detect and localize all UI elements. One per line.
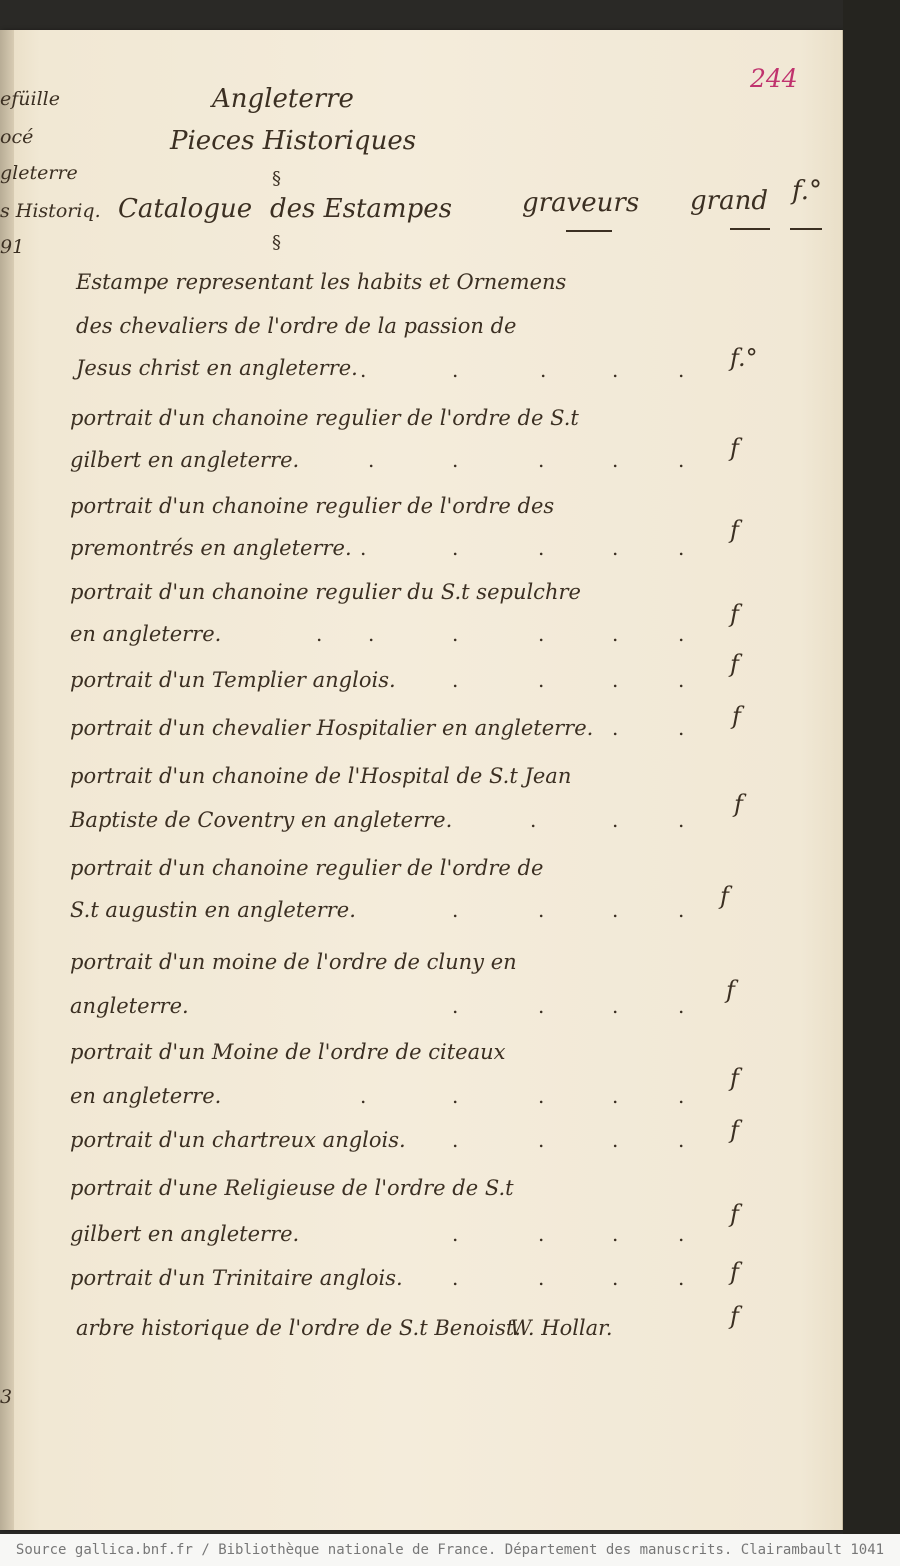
entry-text-line: portrait d'un Templier anglois.	[70, 668, 396, 692]
entry-text-line: portrait d'un chanoine de l'Hospital de S.t Jean	[70, 764, 572, 788]
format-mark: f	[720, 882, 729, 910]
leader-dot: .	[452, 536, 459, 560]
entry-text-line: premontrés en angleterre.	[70, 536, 352, 560]
leader-dot: .	[452, 1222, 459, 1246]
margin-note: 3	[0, 1386, 13, 1408]
leader-dot: .	[316, 622, 323, 646]
format-mark: f	[734, 790, 743, 818]
scan-backdrop	[843, 0, 900, 1534]
folio-number: 244	[750, 64, 798, 93]
leader-dot: .	[452, 1128, 459, 1152]
leader-dot: .	[360, 1084, 367, 1108]
entry-text-line: portrait d'un moine de l'ordre de cluny en	[70, 950, 517, 974]
leader-dot: .	[678, 1222, 685, 1246]
format-mark: f	[730, 1258, 739, 1286]
leader-dot: .	[452, 668, 459, 692]
leader-dot: .	[678, 448, 685, 472]
format-mark: f.°	[730, 344, 758, 372]
leader-dot: .	[452, 994, 459, 1018]
leader-dot: .	[452, 1084, 459, 1108]
entry-text-line: portrait d'une Religieuse de l'ordre de S.t	[70, 1176, 514, 1200]
leader-dot: .	[452, 448, 459, 472]
leader-dot: .	[678, 716, 685, 740]
leader-dot: .	[678, 808, 685, 832]
underline	[730, 228, 770, 230]
leader-dot: .	[538, 536, 545, 560]
format-mark: f	[730, 434, 739, 462]
leader-dot: .	[678, 1084, 685, 1108]
format-mark: f	[730, 1302, 739, 1330]
leader-dot: .	[612, 358, 619, 382]
leader-dot: .	[452, 622, 459, 646]
leader-dot: .	[452, 1266, 459, 1290]
leader-dot: .	[678, 622, 685, 646]
format-mark: f	[732, 702, 741, 730]
format-mark: f	[726, 976, 735, 1004]
margin-note: gleterre	[0, 162, 78, 184]
entry-text-line: portrait d'un Trinitaire anglois.	[70, 1266, 403, 1290]
margin-note: s Historiq.	[0, 200, 101, 222]
heading-catalogue: Catalogue	[118, 194, 253, 224]
leader-dot: .	[452, 898, 459, 922]
leader-dot: .	[530, 808, 537, 832]
entry-text-line: en angleterre.	[70, 1084, 222, 1108]
heading-angleterre: Angleterre	[212, 84, 354, 114]
entry-text-line: angleterre.	[70, 994, 189, 1018]
leader-dot: .	[612, 1266, 619, 1290]
leader-dot: .	[538, 1128, 545, 1152]
leader-dot: .	[678, 668, 685, 692]
entry-text-line: portrait d'un chartreux anglois.	[70, 1128, 406, 1152]
source-footer: Source gallica.bnf.fr / Bibliothèque nationale de France. Département des manuscrits. Clairambault 1041	[0, 1534, 900, 1566]
entry-text-line: Baptiste de Coventry en angleterre.	[70, 808, 453, 832]
leader-dot: .	[452, 358, 459, 382]
leader-dot: .	[678, 1266, 685, 1290]
entry-text-line: Jesus christ en angleterre.	[76, 356, 358, 380]
format-mark: f	[730, 1064, 739, 1092]
leader-dot: .	[678, 536, 685, 560]
column-header-format: f.°	[792, 176, 822, 206]
entry-text-line: portrait d'un chanoine regulier de l'ordre des	[70, 494, 555, 518]
leader-dot: .	[678, 1128, 685, 1152]
leader-dot: .	[368, 622, 375, 646]
underline	[790, 228, 822, 230]
entry-text-line: gilbert en angleterre.	[70, 448, 300, 472]
leader-dot: .	[612, 668, 619, 692]
entry-text-line: S.t augustin en angleterre.	[70, 898, 356, 922]
margin-note: efüille	[0, 88, 60, 110]
entry-text-line: portrait d'un chanoine regulier du S.t sepulchre	[70, 580, 581, 604]
leader-dot: .	[540, 358, 547, 382]
leader-dot: .	[538, 1222, 545, 1246]
leader-dot: .	[368, 448, 375, 472]
section-mark: §	[272, 232, 281, 253]
format-mark: f	[730, 1200, 739, 1228]
underline	[566, 230, 612, 232]
format-mark: f	[730, 600, 739, 628]
entry-text-line: en angleterre.	[70, 622, 222, 646]
column-header-graveurs: graveurs	[522, 188, 640, 218]
leader-dot: .	[612, 716, 619, 740]
leader-dot: .	[612, 1222, 619, 1246]
section-mark: §	[272, 168, 281, 189]
leader-dot: .	[538, 622, 545, 646]
format-mark: f	[730, 516, 739, 544]
leader-dot: .	[678, 898, 685, 922]
leader-dot: .	[612, 1084, 619, 1108]
leader-dot: .	[538, 1084, 545, 1108]
leader-dot: .	[612, 448, 619, 472]
leader-dot: .	[678, 994, 685, 1018]
margin-note: océ	[0, 126, 34, 148]
leader-dot: .	[612, 1128, 619, 1152]
leader-dot: .	[360, 536, 367, 560]
leader-dot: .	[612, 536, 619, 560]
leader-dot: .	[612, 808, 619, 832]
entry-text-line: arbre historique de l'ordre de S.t Benoist.	[76, 1316, 521, 1340]
entry-text-line: portrait d'un Moine de l'ordre de citeaux	[70, 1040, 506, 1064]
entry-text-line: portrait d'un chevalier Hospitalier en angleterre.	[70, 716, 594, 740]
leader-dot: .	[612, 622, 619, 646]
entry-text-line: gilbert en angleterre.	[70, 1222, 300, 1246]
heading-pieces-historiques: Pieces Historiques	[170, 126, 417, 156]
leader-dot: .	[538, 898, 545, 922]
leader-dot: .	[538, 994, 545, 1018]
leader-dot: .	[612, 994, 619, 1018]
leader-dot: .	[612, 898, 619, 922]
format-mark: f	[730, 1116, 739, 1144]
margin-note: 91	[0, 236, 25, 258]
leader-dot: .	[360, 358, 367, 382]
leader-dot: .	[538, 668, 545, 692]
leader-dot: .	[538, 1266, 545, 1290]
entry-text-line: portrait d'un chanoine regulier de l'ordre de	[70, 856, 544, 880]
entry-text-line: Estampe representant les habits et Ornemens	[76, 270, 567, 294]
format-mark: f	[730, 650, 739, 678]
heading-des-estampes: des Estampes	[270, 194, 452, 224]
entry-text-line: des chevaliers de l'ordre de la passion de	[76, 314, 517, 338]
entry-graveur: W. Hollar.	[510, 1316, 613, 1340]
leader-dot: .	[538, 448, 545, 472]
leader-dot: .	[678, 358, 685, 382]
entry-text-line: portrait d'un chanoine regulier de l'ordre de S.t	[70, 406, 579, 430]
column-header-grand: grand	[690, 186, 768, 216]
